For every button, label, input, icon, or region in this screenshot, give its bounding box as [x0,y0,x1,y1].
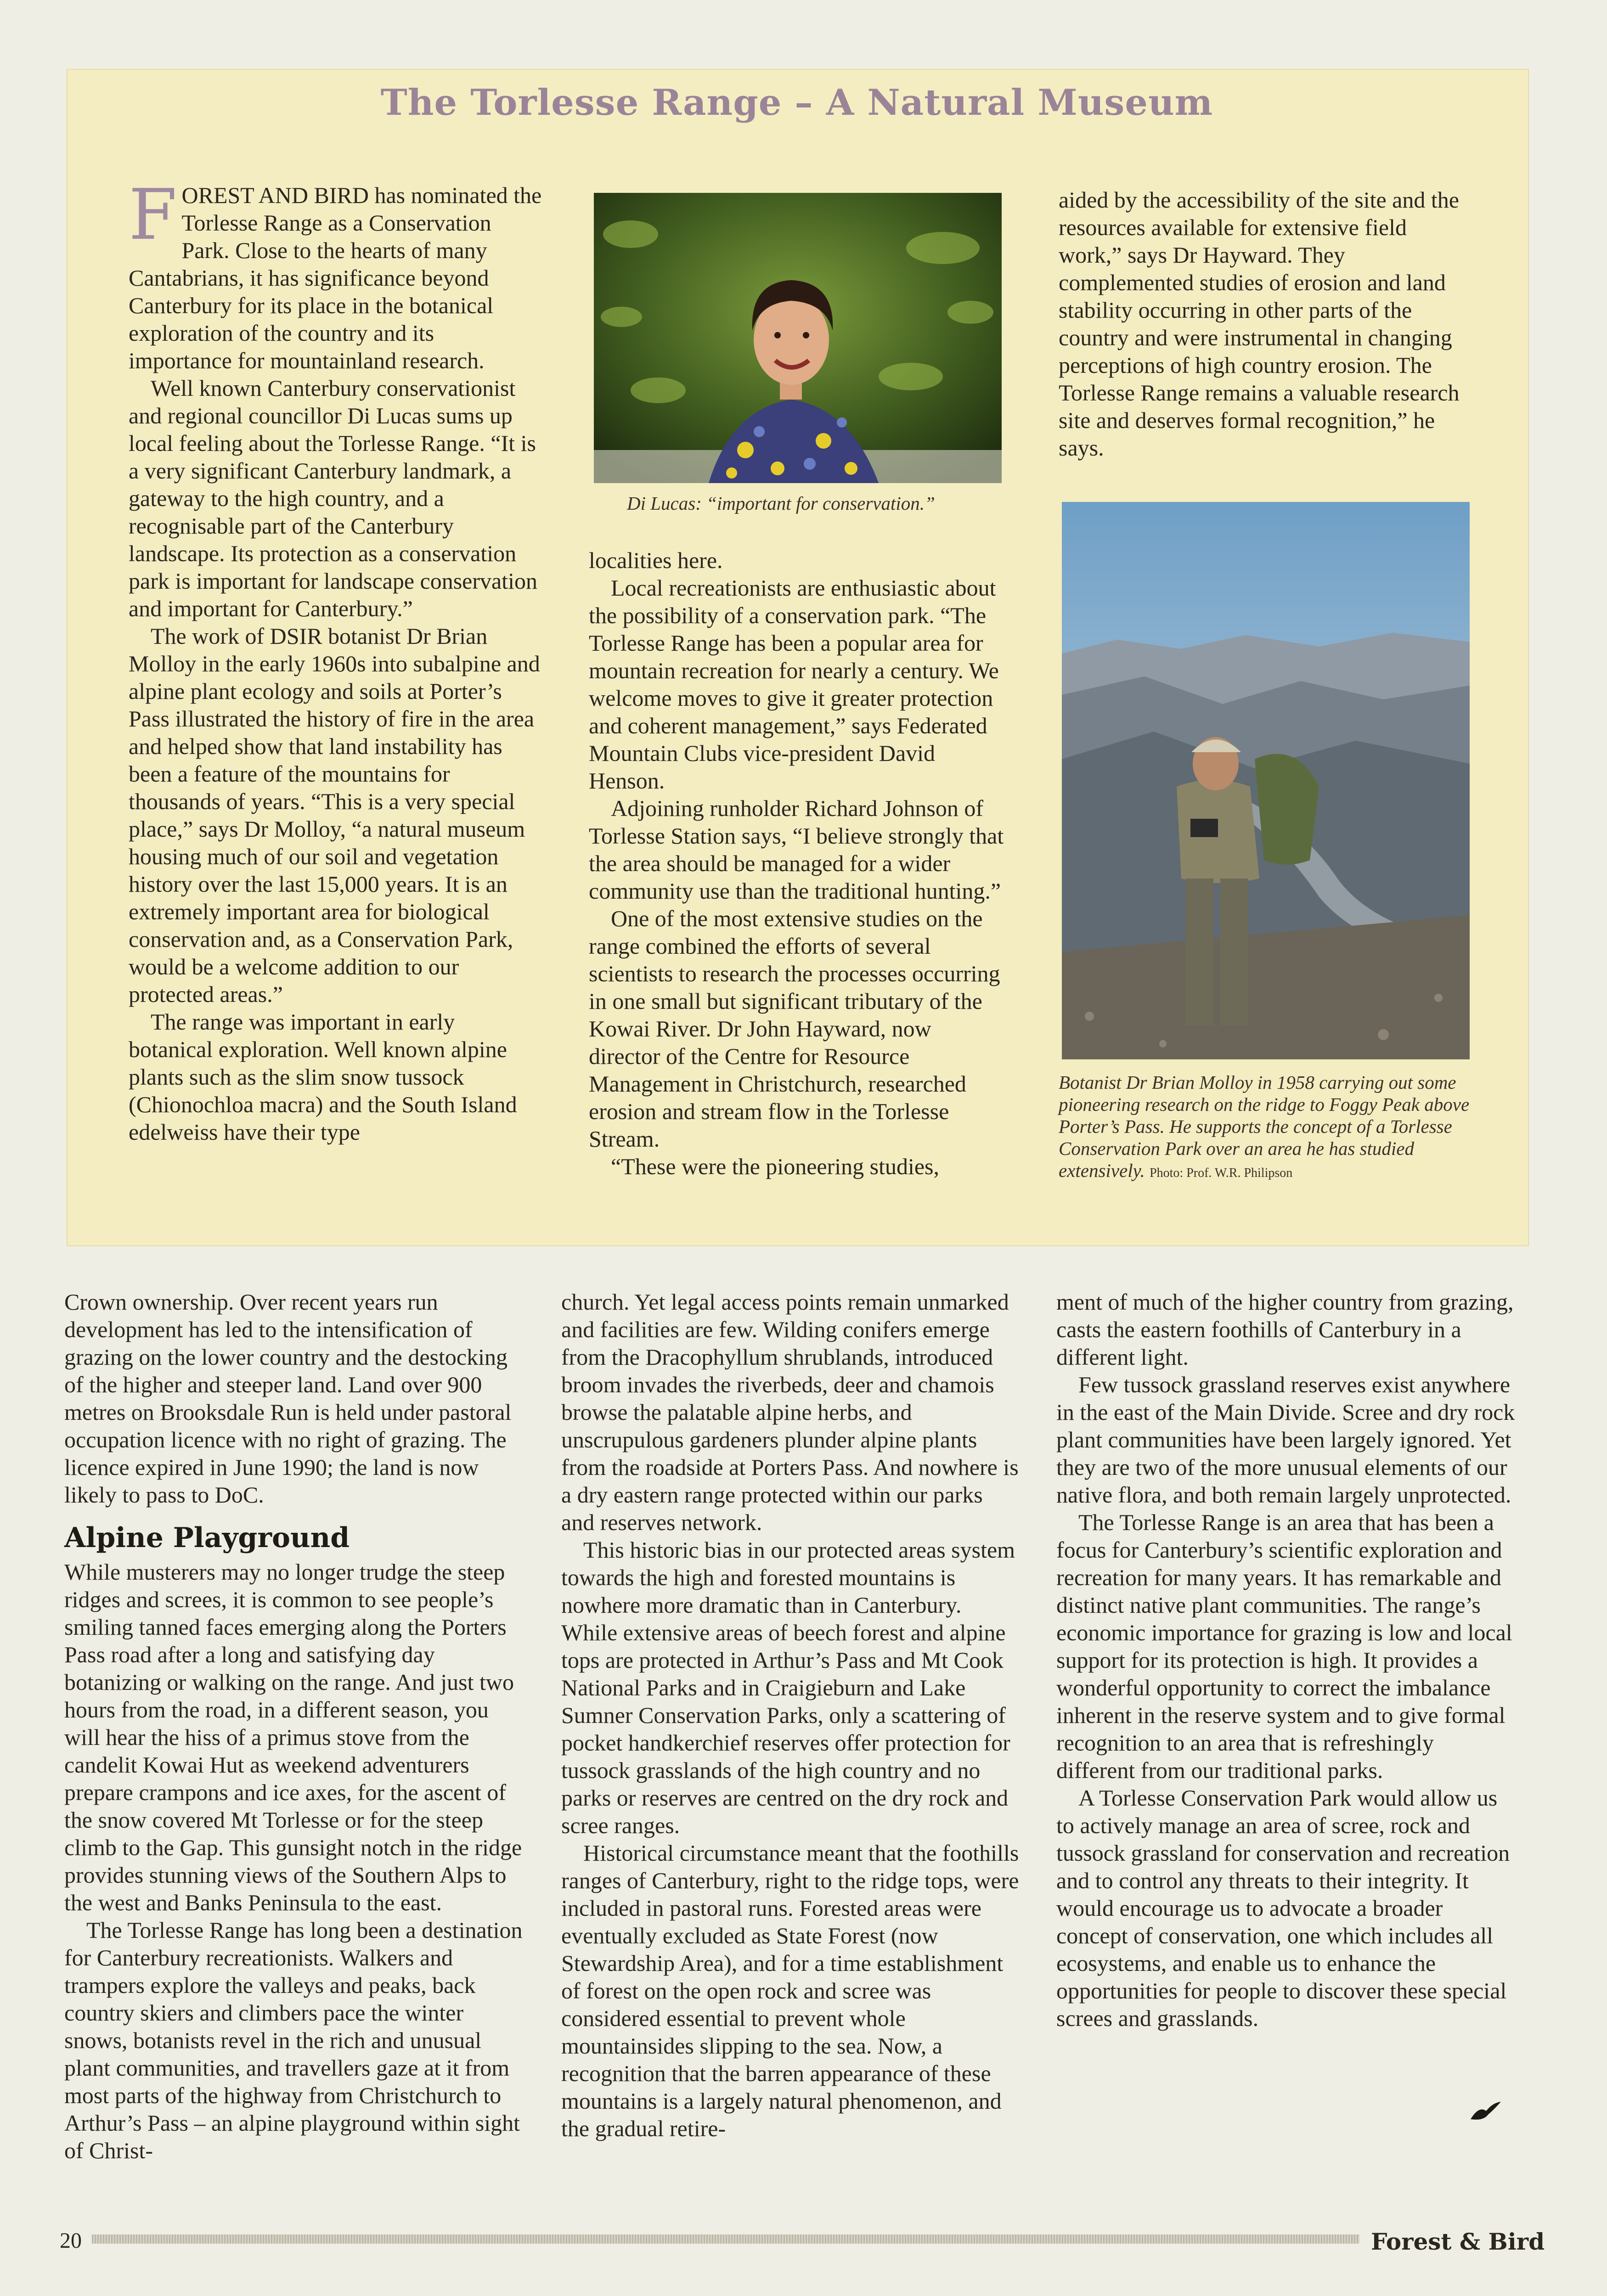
paragraph: While musterers may no longer trudge the steep ridges and screes, it is common to see people’s smiling tanned faces emerging along the Porters Pass road after a long and satisfying day botanizing or walking on the range. And just two hours from the road, in a different season, you will hear the hiss of a primus stove from the candelit Kowai Hut as weekend adventurers prepare crampons and ice axes, for the ascent of the snow covered Mt Torlesse or for the steep climb to the Gap. This gunsight notch in the ridge provides stunning views of the Southern Alps to the west and Banks Peninsula to the east. [64,1559,522,1915]
paragraph: The range was important in early botanical exploration. Well known alpine plants such as the slim snow tussock (Chionochloa macra) and the South Island edelweiss have their type [129,1009,517,1145]
magazine-name: Forest & Bird [1371,2228,1545,2255]
top-column-3 [1059,186,1472,461]
photo-caption-di-lucas: Di Lucas: “important for conservation.” [627,493,935,514]
bottom-column-1 [64,1288,526,2164]
paragraph: Few tussock grassland reserves exist anywhere in the east of the Main Divide. Scree and dry rock plant communities have been largely ignored. Yet they are two of the more unusual elements of our native flora, and both remain largely unprotected. [1056,1372,1515,1508]
drop-cap: F [129,174,177,255]
paragraph: This historic bias in our protected areas system towards the high and forested mountains is nowhere more dramatic than in Canterbury. While extensive areas of beech forest and alpine tops are protected in Arthur’s Pass and Mt Cook National Parks and in Craigieburn and Lake Sumner Conservation Parks, only a scattering of pocket handkerchief reserves offer protection for tussock grasslands of the high country and no parks or reserves are centred on the dry rock and scree ranges. [561,1537,1015,1838]
paragraph: One of the most extensive studies on the range combined the efforts of several scientists to research the processes occurring in one small but significant tributary of the Kowai River. Dr John Hayward, now director of the Centre for Resource Management in Christchurch, researched erosion and stream flow in the Torlesse Stream. [589,906,1000,1152]
paragraph: A Torlesse Conservation Park would allow us to actively manage an area of scree, rock and tussock grassland for conservation and recreation and to control any threats to their integrity. It would encourage us to advocate a broader concept of conservation, one which includes all ecosystems, and enable us to enhance the opportunities for people to discover these special screes and grasslands. [1056,1785,1510,2031]
photo-credit: Photo: Prof. W.R. Philipson [1150,1166,1293,1180]
bird-icon [1470,2101,1502,2124]
top-column-1 [129,174,542,1146]
photo-brian-molloy [1062,502,1470,1059]
section-heading: Alpine Playground [64,1522,350,1554]
paragraph: “These were the pioneering studies, [611,1154,940,1179]
photo-caption-molloy: Botanist Dr Brian Molloy in 1958 carrying out some pioneering research on the ridge to Foggy Peak above Porter’s Pass. He supports the concept of a Torlesse Conservation Park over an area he has studied extensively. Photo: Prof. W.R. Philipson [1059,1072,1470,1181]
paragraph: The work of DSIR botanist Dr Brian Molloy in the early 1960s into subalpine and alpine plant ecology and soils at Porter’s Pass illustrated the history of fire in the area and helped show that land instability has been a feature of the mountains for thousands of years. “This is a very special place,” says Dr Molloy, “a natural museum housing much of our soil and vegetation history over the last 15,000 years. It is an extremely important area for biological conservation and, as a Conservation Park, would be a welcome addition to our protected areas.” [129,623,540,1007]
intro-paragraph: FOREST AND BIRD has nominated the Torlesse Range as a Conservation Park. Close to the hearts of many Cantabrians, it has significance beyond Canterbury for its place in the botanical exploration of the country and its importance for mountainland research. [129,174,542,373]
bottom-column-3 [1056,1288,1518,2032]
paragraph: localities here. [589,547,723,573]
paragraph: Historical circumstance meant that the foothills ranges of Canterbury, right to the ridge tops, were included in pastoral runs. Forested areas were eventually excluded as State Forest (now Stewardship Area), and for a time establishment of forest on the open rock and scree was considered essential to prevent whole mountainsides slipping to the sea. Now, a recognition that the barren appearance of these mountains is a largely natural phenomenon, and the gradual retire- [561,1840,1019,2141]
paragraph: The Torlesse Range is an area that has been a focus for Canterbury’s scientific exploration and recreation for many years. It has remarkable and distinct native plant communities. The range’s economic importance for grazing is low and local support for its protection is high. It provides a wonderful opportunity to correct the imbalance inherent in the reserve system and to give formal recognition to an area that is refreshingly different from our traditional parks. [1056,1509,1512,1783]
bottom-column-2 [561,1288,1021,2142]
paragraph: ment of much of the higher country from grazing, casts the eastern foothills of Canterbury in a different light. [1056,1289,1514,1370]
photo-di-lucas [594,193,1002,483]
paragraph: church. Yet legal access points remain unmarked and facilities are few. Wilding conifers emerge from the Dracophyllum shrublands, introduced broom invades the riverbeds, deer and chamois browse the palatable alpine herbs, and unscrupulous gardeners plunder alpine plants from the roadside at Porters Pass. And nowhere is a dry eastern range protected within our parks and reserves network. [561,1289,1019,1535]
paragraph: Adjoining runholder Richard Johnson of Torlesse Station says, “I believe strongly that the area should be managed for a wider community use than the traditional hunting.” [589,795,1004,904]
page-number: 20 [60,2228,82,2253]
paragraph: Local recreationists are enthusiastic about the possibility of a conservation park. “The Torlesse Range has been a popular area for mountain recreation for nearly a century. We welcome moves to give it greater protection and coherent management,” says Federated Mountain Clubs vice-president David Henson. [589,575,999,793]
paragraph: Well known Canterbury conservationist and regional councillor Di Lucas sums up local feeling about the Torlesse Range. “It is a very significant Canterbury landmark, a gateway to the high country, and a recognisable part of the Canterbury landscape. Its protection as a conservation park is important for landscape conservation and important for Canterbury.” [129,375,537,621]
paragraph: aided by the accessibility of the site and the resources available for extensive field work,” says Dr Hayward. They complemented studies of erosion and land stability occurring in other parts of the country and were instrumental in changing perceptions of high country erosion. The Torlesse Range remains a valuable research site and deserves formal recognition,” he says. [1059,187,1460,461]
paragraph: Crown ownership. Over recent years run development has led to the intensification of grazing on the lower country and the destocking of the higher and steeper land. Land over 900 metres on Brooksdale Run is held under pastoral occupation licence with no right of grazing. The licence expired in June 1990; the land is now likely to pass to DoC. [64,1289,512,1508]
footer-rule [92,2234,1359,2244]
paragraph: The Torlesse Range has long been a destination for Canterbury recreationists. Walkers and trampers explore the valleys and peaks, back country skiers and climbers pace the winter snows, botanists revel in the rich and unusual plant communities, and travellers gaze at it from most parts of the highway from Christchurch to Arthur’s Pass – an alpine playground within sight of Christ- [64,1917,523,2163]
article-title: The Torlesse Range – A Natural Museum [380,82,1213,124]
top-column-2 [589,546,1004,1180]
